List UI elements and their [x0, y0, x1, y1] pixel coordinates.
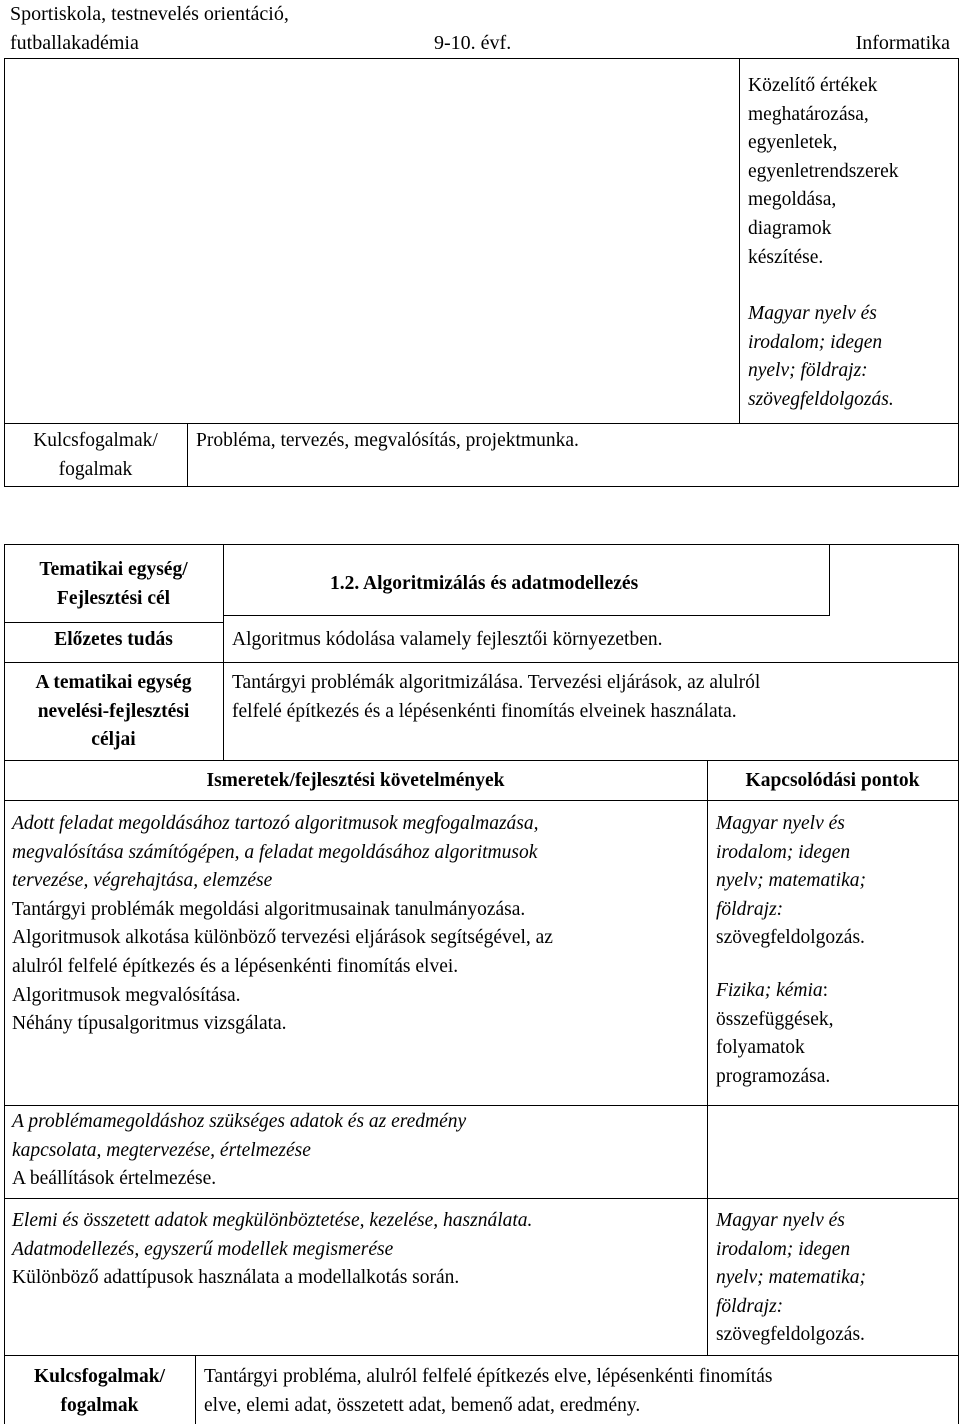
prev-connections-2: Magyar nyelv és irodalom; idegen nyelv; földrajz: szövegfeldolgozás.	[748, 303, 894, 410]
school-line-2: futballakadémia	[10, 32, 139, 54]
unit-title: 1.2. Algoritmizálás és adatmodellezés	[330, 573, 639, 594]
prior-knowledge-label: Előzetes tudás	[54, 629, 173, 650]
key-concepts-label: Kulcsfogalmak/ fogalmak	[33, 1366, 166, 1416]
unit-title-label: Tematikai egység/ Fejlesztési cél	[39, 559, 188, 609]
requirements-block-3: Elemi és összetett adatok megkülönböztetése, kezelése, használata. Adatmodellezés, egyszerű modellek megismerése Különböző adattípusok használata a modellalkotás során.	[12, 1210, 533, 1289]
requirements-block-2: A problémamegoldáshoz szükséges adatok és az eredmény kapcsolata, megtervezése, értelmezése A beállítások értelmezése.	[12, 1111, 467, 1190]
goals-text: Tantárgyi problémák algoritmizálása. Tervezési eljárások, az alulról felfelé építkezés és a lépésenkénti finomítás elveinek használata.	[232, 672, 761, 722]
connections-block-1: Magyar nyelv és irodalom; idegen nyelv; matematika; földrajz: szövegfeldolgozás. Fizika; kémia: összefüggések, folyamatok programozása.	[716, 813, 866, 1087]
subject-label: Informatika	[855, 32, 950, 54]
school-name	[10, 0, 289, 58]
goals-label: A tematikai egység nevelési-fejlesztési céljai	[35, 672, 192, 751]
connections-block-3: Magyar nyelv és irodalom; idegen nyelv; matematika; földrajz: szövegfeldolgozás.	[716, 1210, 866, 1346]
connections-header: Kapcsolódási pontok	[745, 770, 920, 791]
prev-key-label: Kulcsfogalmak/ fogalmak	[33, 430, 158, 480]
school-line-1: Sportiskola, testnevelés orientáció,	[10, 3, 289, 25]
requirements-block-1: Adott feladat megoldásához tartozó algoritmusok megfogalmazása, megvalósítása számítógépen, a feladat megoldásához algoritmusok tervezése, végrehajtása, elemzése Tantárgyi problémák megoldási algoritmusainak tanulmányozása. Algoritmusok alkotása különböző tervezési eljárások segítségével, az alulról felfelé építkezés és a lépésenkénti finomítás elvei. Algoritmusok megvalósítása. Néhány típusalgoritmus vizsgálata.	[12, 813, 553, 1035]
prior-knowledge-text: Algoritmus kódolása valamely fejlesztői környezetben.	[232, 629, 663, 650]
requirements-header: Ismeretek/fejlesztési követelmények	[206, 770, 505, 791]
grade-label: 9-10. évf.	[434, 32, 512, 54]
prev-key-text: Probléma, tervezés, megvalósítás, projektmunka.	[196, 430, 579, 451]
key-concepts-text: Tantárgyi probléma, alulról felfelé építkezés elve, lépésenkénti finomítás elve, elemi adat, összetett adat, bemenő adat, eredmény.	[204, 1366, 773, 1416]
prev-connections-1: Közelítő értékek meghatározása, egyenletek, egyenletrendszerek megoldása, diagramok készítése.	[748, 75, 899, 268]
